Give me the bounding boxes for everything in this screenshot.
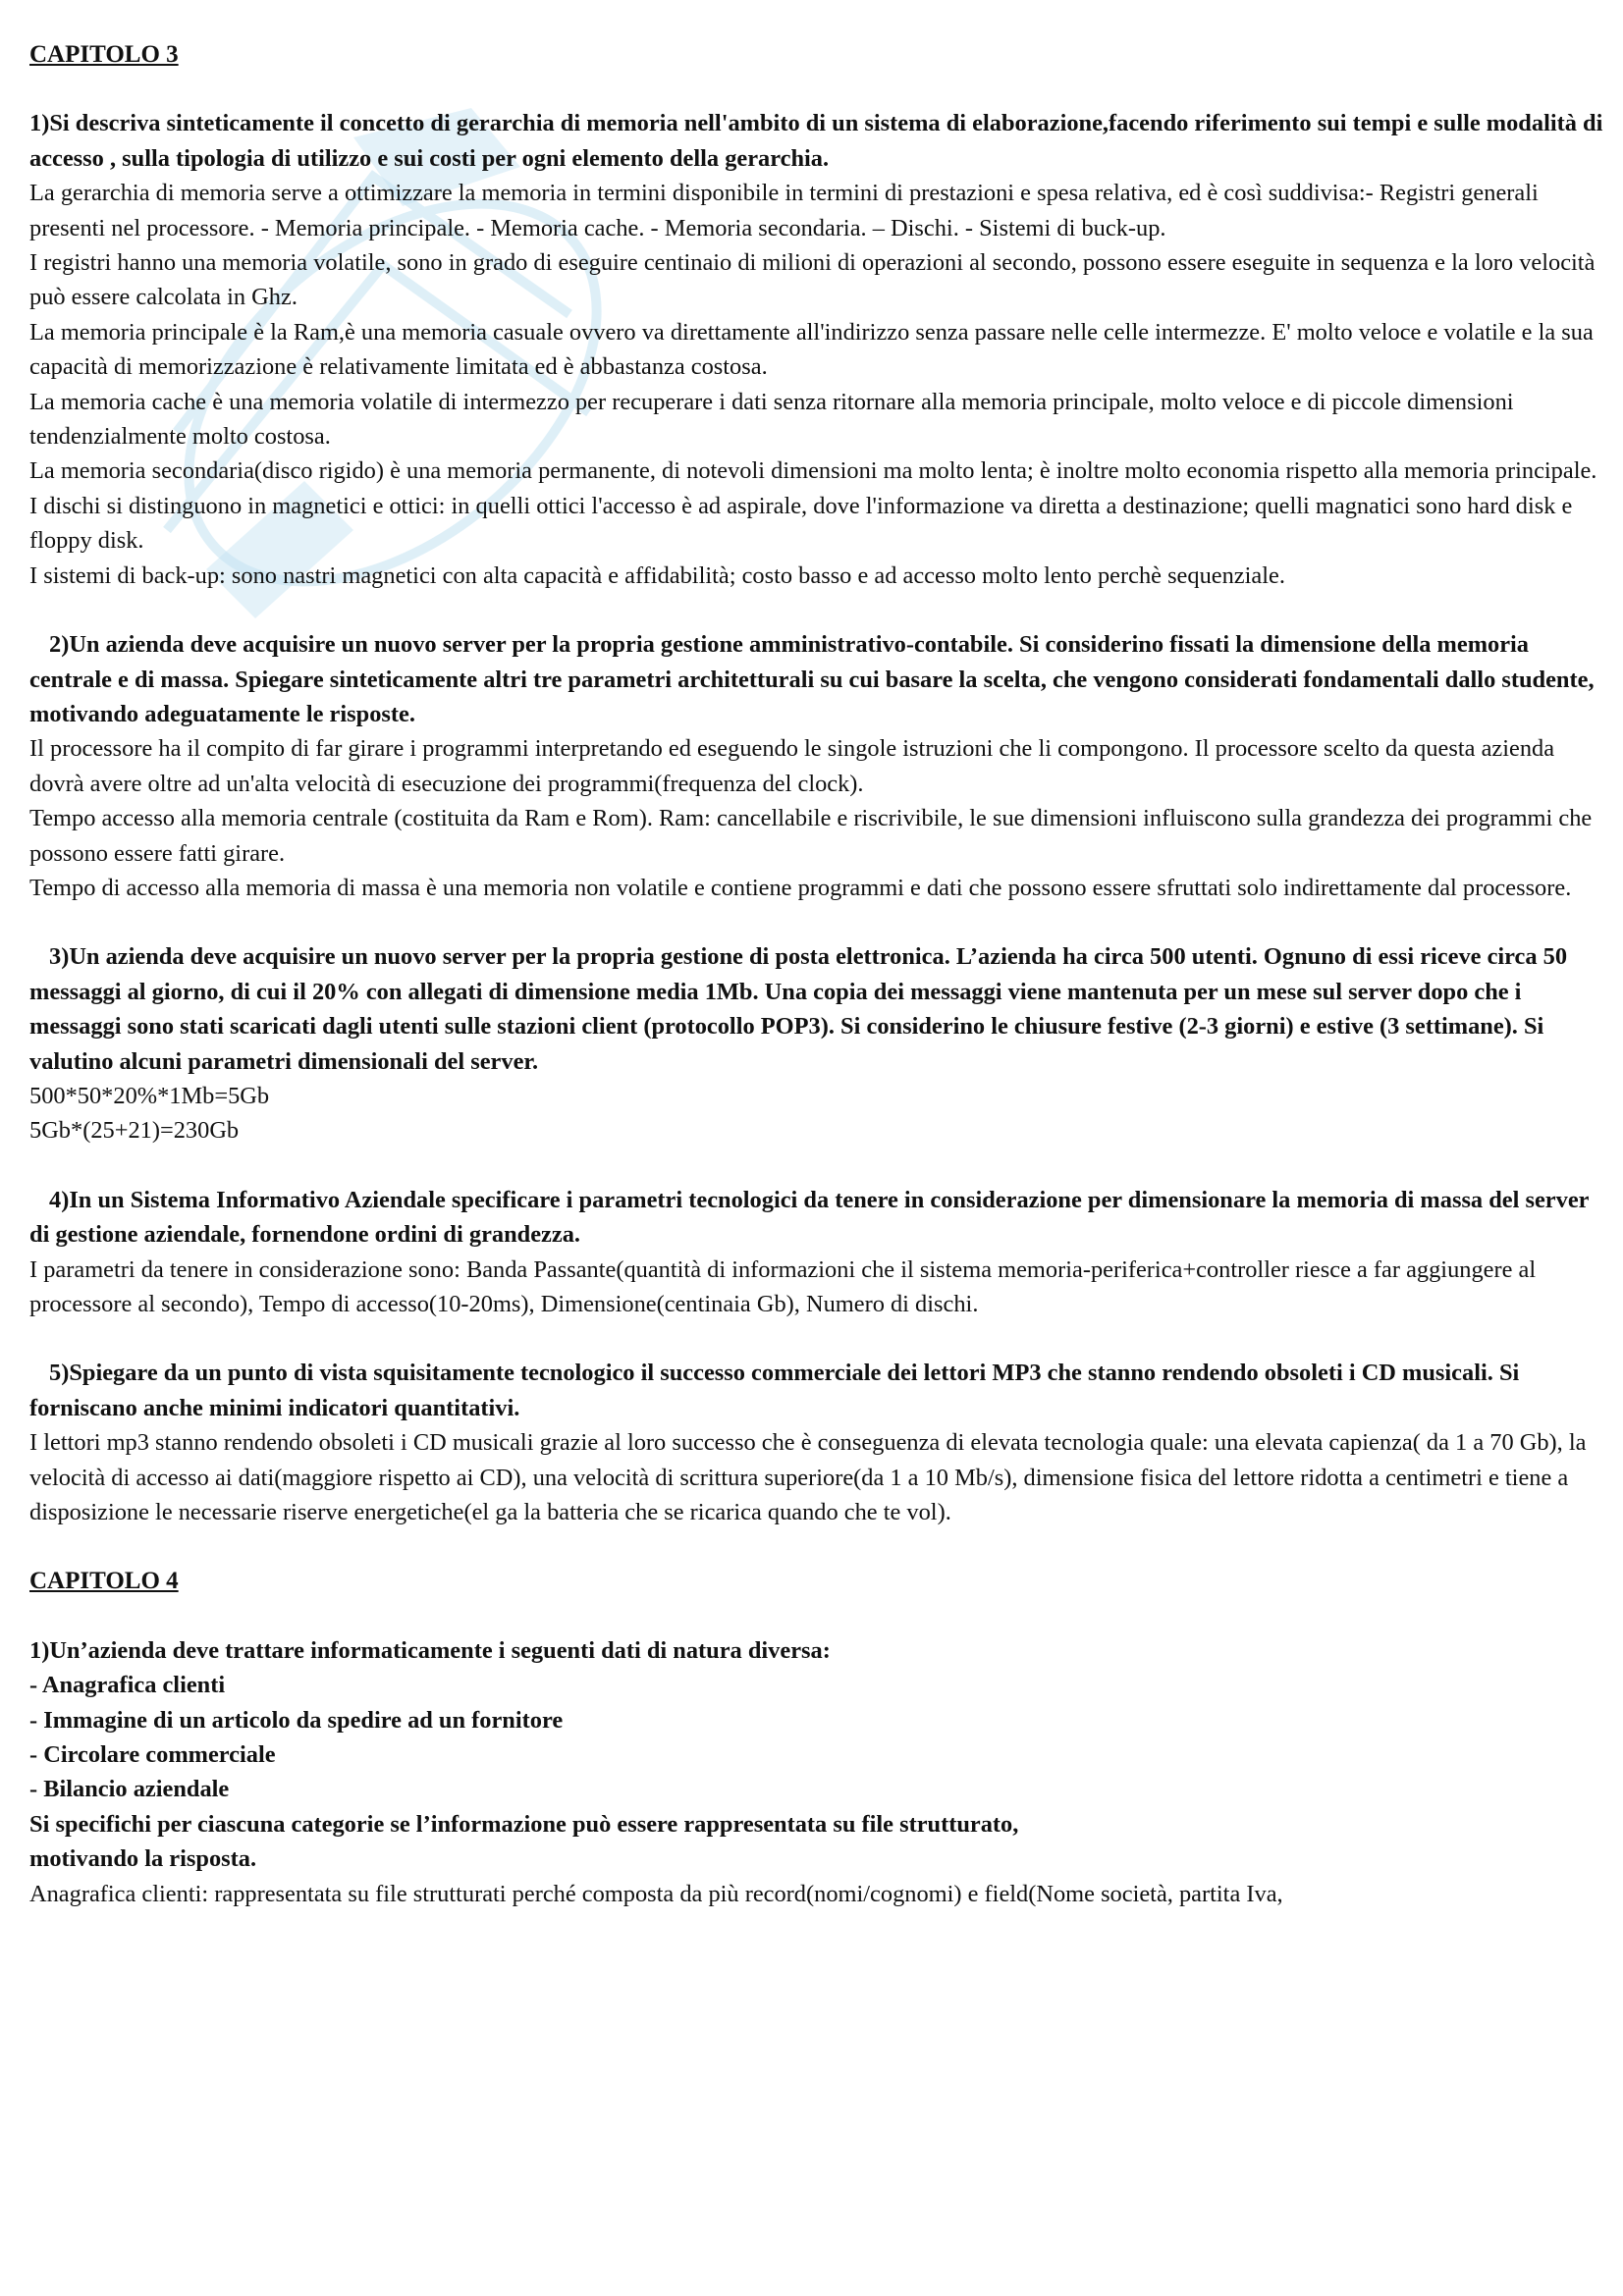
chapter-4-heading: CAPITOLO 4 (29, 1568, 179, 1595)
c3-q2-answer-para-3: Tempo di accesso alla memoria di massa è una memoria non volatile e contiene programmi e dati che possono essere sfruttati solo indirettamente dal processore. (29, 874, 1572, 901)
c4-q1-line-5: - Bilancio aziendale (29, 1776, 230, 1803)
c4-q1-answer-para-1: Anagrafica clienti: rappresentata su file strutturati perché composta da più record(nomi/cognomi) e field(Nome società, partita Iva, (29, 1880, 1283, 1907)
chapter-3-question-3: 3)Un azienda deve acquisire un nuovo server per la propria gestione di posta elettronica. L’azienda ha circa 500 utenti. Ognuno di essi riceve circa 50 messaggi al giorno, di cui il 20% con allegati di dimensione media 1Mb. Una copia dei messaggi viene mantenuta per un mese sul server dopo che i messaggi sono stati scaricati dagli utenti sulle stazioni client (protocollo POP3). Si considerino le chiusure festive (2-3 giorni) e estive (3 settimane). Si valutino alcuni parametri dimensionali del server. (29, 943, 1568, 1075)
c3-q5-answer-para-1: I lettori mp3 stanno rendendo obsoleti i CD musicali grazie al loro successo che è conseguenza di elevata tecnologia quale: una elevata capienza( da 1 a 70 Gb), la velocità di accesso ai dati(maggiore rispetto ai CD), una velocità di scrittura superiore(da 1 a 10 Mb/s), dimensione fisica del lettore ridotta a centimetri e tiene a disposizione le necessarie riserve energetiche(el ga la batteria che se ricarica quando che te vol). (29, 1429, 1587, 1526)
c4-q1-line-7: motivando la risposta. (29, 1845, 257, 1873)
chapter-3-question-1: 1)Si descriva sinteticamente il concetto di gerarchia di memoria nell'ambito di un sistema di elaborazione,facendo riferimento sui tempi e sulle modalità di accesso , sulla tipologia di utilizzo e sui costi per ogni elemento della gerarchia. (29, 110, 1603, 172)
c3-q1-answer-para-4: La memoria cache è una memoria volatile di intermezzo per recuperare i dati senza ritornare alla memoria principale, molto veloce e di piccole dimensioni tendenzialmente molto costosa. (29, 388, 1514, 451)
c4-q1-line-1: 1)Un’azienda deve trattare informaticamente i seguenti dati di natura diversa: (29, 1636, 831, 1664)
document-page (29, 37, 1612, 1911)
c3-q1-answer-para-2: I registri hanno una memoria volatile, sono in grado di eseguire centinaio di milioni di operazioni al secondo, possono essere eseguite in sequenza e la loro velocità può essere calcolata in Ghz. (29, 249, 1596, 311)
c3-q2-answer-para-1: Il processore ha il compito di far girare i programmi interpretando ed eseguendo le singole istruzioni che li compongono. Il processore scelto da questa azienda dovrà avere oltre ad un'alta velocità di esecuzione dei programmi(frequenza del clock). (29, 735, 1555, 797)
chapter-3-question-2: 2)Un azienda deve acquisire un nuovo server per la propria gestione amministrativo-contabile. Si considerino fissati la dimensione della memoria centrale e di massa. Spiegare sinteticamente altri tre parametri architetturali su cui basare la scelta, che vengono considerati fondamentali dallo studente, motivando adeguatamente le risposte. (29, 631, 1595, 727)
c4-q1-line-3: - Immagine di un articolo da spedire ad un fornitore (29, 1706, 564, 1734)
c3-q3-answer-line-1: 500*50*20%*1Mb=5Gb (29, 1082, 270, 1109)
chapter-3-heading: CAPITOLO 3 (29, 41, 179, 68)
c3-q1-answer-para-3: La memoria principale è la Ram,è una memoria casuale ovvero va direttamente all'indirizzo senza passare nelle celle intermezze. E' molto veloce e volatile e la sua capacità di memorizzazione è relativamente limitata ed è abbastanza costosa. (29, 318, 1594, 381)
c3-q2-answer-para-2: Tempo accesso alla memoria centrale (costituita da Ram e Rom). Ram: cancellabile e riscrivibile, le sue dimensioni influiscono sulla grandezza dei programmi che possono essere fatti girare. (29, 805, 1593, 867)
c3-q3-answer-line-2: 5Gb*(25+21)=230Gb (29, 1117, 240, 1145)
c3-q4-answer-para-1: I parametri da tenere in considerazione sono: Banda Passante(quantità di informazioni che il sistema memoria-periferica+controller riesce a far aggiungere al processore al secondo), Tempo di accesso(10-20ms), Dimensione(centinaia Gb), Numero di dischi. (29, 1255, 1537, 1317)
c3-q1-answer-para-6: I dischi si distinguono in magnetici e ottici: in quelli ottici l'accesso è ad aspirale, dove l'informazione va diretta a destinazione; quelli magnatici sono hard disk e floppy disk. (29, 492, 1573, 555)
c4-q1-line-4: - Circolare commerciale (29, 1741, 276, 1769)
c3-q1-answer-para-1: La gerarchia di memoria serve a ottimizzare la memoria in termini disponibile in termini di prestazioni e spesa relativa, ed è così suddivisa:- Registri generali presenti nel processore. - Memoria principale. - Memoria cache. - Memoria secondaria. – Dischi. - Sistemi di buck-up. (29, 180, 1539, 241)
c4-q1-line-2: - Anagrafica clienti (29, 1672, 226, 1699)
c3-q1-answer-para-5: La memoria secondaria(disco rigido) è una memoria permanente, di notevoli dimensioni ma molto lenta; è inoltre molto economia rispetto alla memoria principale. (29, 457, 1597, 485)
c4-q1-line-6: Si specifichi per ciascuna categorie se l’informazione può essere rappresentata su file strutturato, (29, 1810, 1019, 1838)
chapter-3-question-5: 5)Spiegare da un punto di vista squisitamente tecnologico il successo commerciale dei lettori MP3 che stanno rendendo obsoleti i CD musicali. Si forniscano anche minimi indicatori quantitativi. (29, 1360, 1520, 1421)
c3-q1-answer-para-7: I sistemi di back-up: sono nastri magnetici con alta capacità e affidabilità; costo basso e ad accesso molto lento perchè sequenziale. (29, 561, 1285, 589)
chapter-3-question-4: 4)In un Sistema Informativo Aziendale specificare i parametri tecnologici da tenere in considerazione per dimensionare la memoria di massa del server di gestione aziendale, fornendone ordini di grandezza. (29, 1186, 1590, 1249)
